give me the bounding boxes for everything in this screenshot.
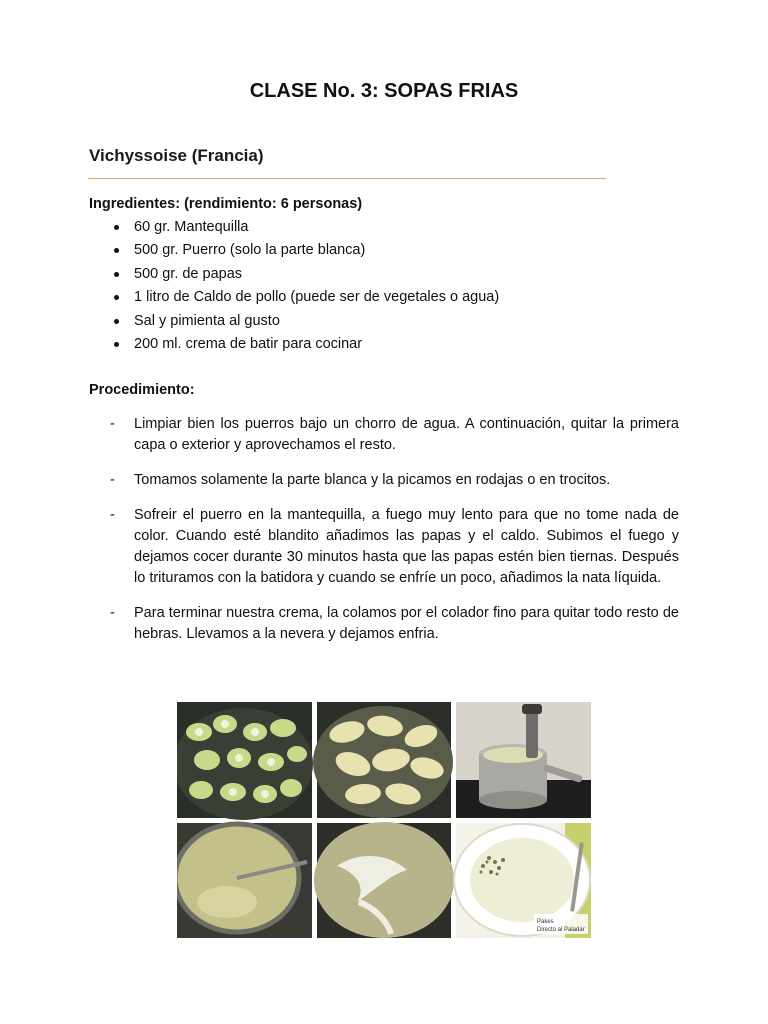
ingredient-item: 1 litro de Caldo de pollo (puede ser de vegetales o agua) xyxy=(89,287,499,310)
recipe-title: Vichyssoise (Francia) xyxy=(89,146,264,165)
watermark-line-1: Pakes xyxy=(537,919,554,925)
ingredient-item: 500 gr. Puerro (solo la parte blanca) xyxy=(89,240,499,263)
watermark-line-2: Directo al Paladar xyxy=(537,927,585,933)
procedure-step-text: Para terminar nuestra crema, la colamos por el colador fino para quitar todo resto de hebras. Llevamos a la nevera y dejamos enfria. xyxy=(134,605,679,642)
ingredient-item: Sal y pimienta al gusto xyxy=(89,311,499,334)
ingredient-item: 500 gr. de papas xyxy=(89,264,499,287)
procedure-heading: Procedimiento: xyxy=(89,382,195,398)
photo-served-soup xyxy=(454,823,591,938)
photo-straining-soup xyxy=(177,823,312,938)
ingredients-list xyxy=(89,217,499,357)
ingredient-item: 200 ml. crema de batir para cocinar xyxy=(89,334,499,357)
procedure-step: - Tomamos solamente la parte blanca y la picamos en rodajas o en trocitos. xyxy=(110,472,611,488)
procedure-steps xyxy=(89,414,679,659)
recipe-photo-grid xyxy=(177,702,591,938)
ingredient-item: 60 gr. Mantequilla xyxy=(89,217,499,240)
procedure-step: - Sofreir el puerro en la mantequilla, a fuego muy lento para que no tome nada de color. Cuando esté blandito añadimos las papas y el caldo. Subimos el fuego y dejamos cocer durante 30 minutos hasta que las papas estén bien tiernas. Después lo trituramos con la batidora y cuando se enfríe un poco, añadimos la nata líquida. xyxy=(110,507,679,586)
page-title: CLASE No. 3: SOPAS FRIAS xyxy=(249,80,519,102)
ingredients-heading: Ingredientes: (rendimiento: 6 personas) xyxy=(89,196,363,212)
photo-leeks-in-pan xyxy=(177,702,313,820)
procedure-step: - Limpiar bien los puerros bajo un chorro de agua. A continuación, quitar la primera capa o exterior y aprovechamos el resto. xyxy=(110,416,679,453)
procedure-step-text: Sofreir el puerro en la mantequilla, a fuego muy lento para que no tome nada de color. Cuando esté blandito añadimos las papas y el caldo. Subimos el fuego y dejamos cocer durante 30 minutos hasta que las papas estén bien tiernas. Después lo trituramos con la batidora y cuando se enfríe un poco, añadimos la nata líquida. xyxy=(134,507,679,586)
procedure-step-text: Tomamos solamente la parte blanca y la picamos en rodajas o en trocitos. xyxy=(134,472,611,488)
photo-pot-with-blender xyxy=(456,702,591,818)
procedure-step-text: Limpiar bien los puerros bajo un chorro de agua. A continuación, quitar la primera capa o exterior y aprovechamos el resto. xyxy=(134,416,679,453)
procedure-step: - Para terminar nuestra crema, la colamos por el colador fino para quitar todo resto de hebras. Llevamos a la nevera y dejamos enfria. xyxy=(110,605,679,642)
photo-cream-swirl xyxy=(314,822,454,938)
photo-potatoes-in-pan xyxy=(313,702,453,818)
title-divider xyxy=(88,178,606,179)
